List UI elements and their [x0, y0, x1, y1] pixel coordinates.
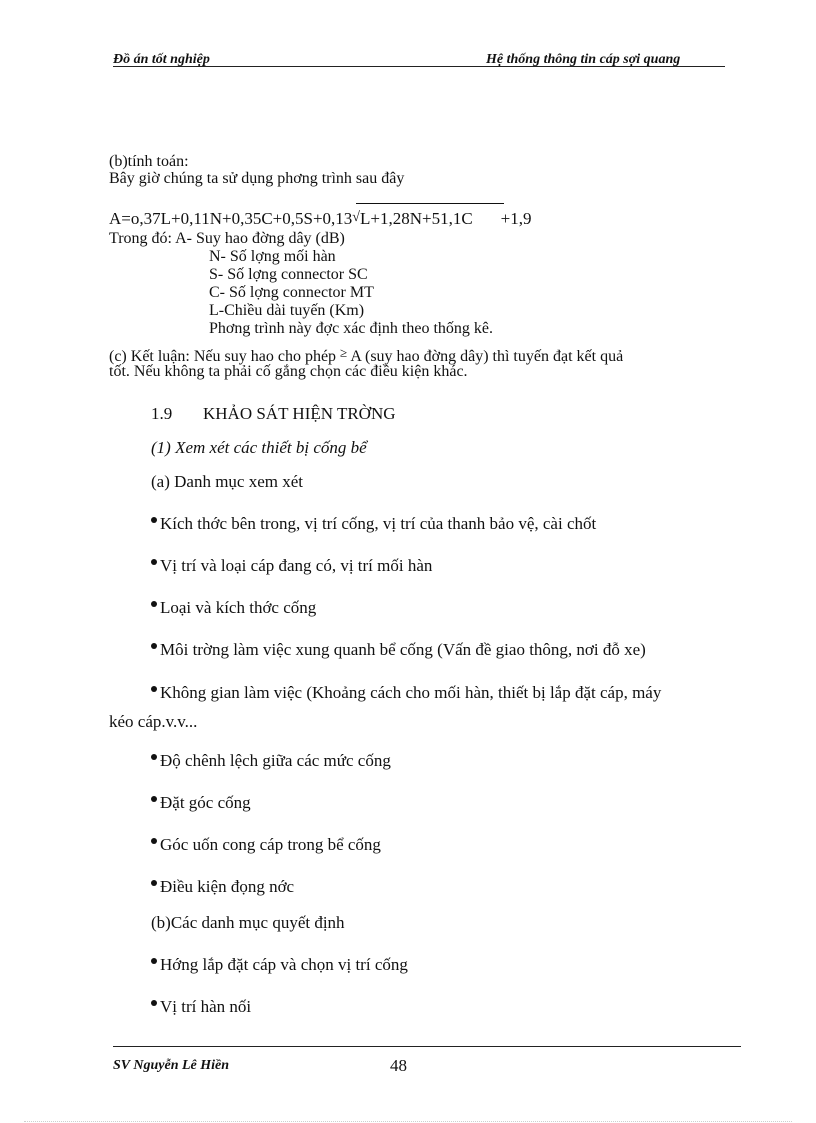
conclusion-line1: (c) Kết luận: Nếu suy hao cho phép ≥ A (suy hao đờng dây) thì tuyến đạt kết quả — [109, 345, 624, 365]
bullet-icon — [151, 754, 157, 760]
formula-right: +1,9 — [500, 209, 532, 228]
list-item: Vị trí và loại cáp đang có, vị trí mối hàn — [151, 556, 432, 576]
formula — [109, 209, 532, 229]
bullet-icon — [151, 517, 157, 523]
conclusion-line2: tốt. Nếu không ta phải cố gắng chọn các điều kiện khác. — [109, 363, 468, 380]
section-title: KHẢO SÁT HIỆN TRỜNG — [203, 404, 396, 423]
geq-symbol: ≥ — [340, 345, 348, 360]
sqrt-bar — [356, 203, 504, 204]
bullet-icon — [151, 958, 157, 964]
calc-intro: Bây giờ chúng ta sử dụng phơng trình sau đây — [109, 170, 405, 187]
def-item: N- Số lợng mối hàn — [209, 248, 336, 265]
list-item: Loại và kích thớc cống — [151, 598, 316, 618]
section-sub: (1) Xem xét các thiết bị cống bể — [151, 438, 367, 457]
bullet-icon — [151, 686, 157, 692]
footer-author: SV Nguyễn Lê Hiền — [113, 1058, 230, 1073]
list-item: Kích thớc bên trong, vị trí cống, vị trí của thanh bảo vệ, cài chốt — [151, 514, 596, 534]
def-item: Phơng trình này đợc xác định theo thống kê. — [209, 320, 493, 337]
header-left: Đồ án tốt nghiệp — [113, 52, 210, 67]
list-item: Vị trí hàn nối — [151, 997, 251, 1017]
def-item: L-Chiều dài tuyến (Km) — [209, 302, 365, 319]
bullet-icon — [151, 559, 157, 565]
list-item: Đặt góc cống — [151, 793, 251, 813]
def-item: S- Số lợng connector SC — [209, 266, 368, 283]
calc-where: Trong đó: A- Suy hao đờng dây (dB) — [109, 230, 345, 247]
list-item: Môi trờng làm việc xung quanh bể cống (Vấn đề giao thông, nơi đỗ xe) — [151, 640, 646, 660]
formula-left: A=o,37L+0,11N+0,35C+0,5S+0,13 — [109, 209, 353, 228]
list-item-long: Không gian làm việc (Khoảng cách cho mối hàn, thiết bị lắp đặt cáp, máy — [151, 683, 661, 703]
calc-heading: (b)tính toán: — [109, 153, 189, 170]
list-b-heading: (b)Các danh mục quyết định — [151, 913, 345, 932]
list-item: Hớng lắp đặt cáp và chọn vị trí cống — [151, 955, 408, 975]
bullet-icon — [151, 796, 157, 802]
list-item: Góc uốn cong cáp trong bể cống — [151, 835, 381, 855]
list-item-long-cont: kéo cáp.v.v... — [109, 712, 198, 731]
list-a-heading: (a) Danh mục xem xét — [151, 472, 303, 491]
header-right: Hệ thống thông tin cáp sợi quang — [486, 52, 681, 67]
formula-radicand: L+1,28N+51,1C — [359, 209, 473, 228]
footer-rule — [113, 1046, 741, 1047]
bullet-icon — [151, 643, 157, 649]
list-item: Điều kiện đọng nớc — [151, 877, 294, 897]
list-item: Độ chênh lệch giữa các mức cống — [151, 751, 391, 771]
sqrt-symbol: √ — [352, 210, 360, 225]
page-edge-dots — [24, 1121, 792, 1122]
bullet-icon — [151, 838, 157, 844]
section-number: 1.9 — [151, 404, 173, 423]
bullet-icon — [151, 601, 157, 607]
bullet-icon — [151, 880, 157, 886]
bullet-icon — [151, 1000, 157, 1006]
page-number: 48 — [390, 1056, 407, 1075]
header-rule — [113, 66, 725, 67]
def-item: C- Số lợng connector MT — [209, 284, 374, 301]
